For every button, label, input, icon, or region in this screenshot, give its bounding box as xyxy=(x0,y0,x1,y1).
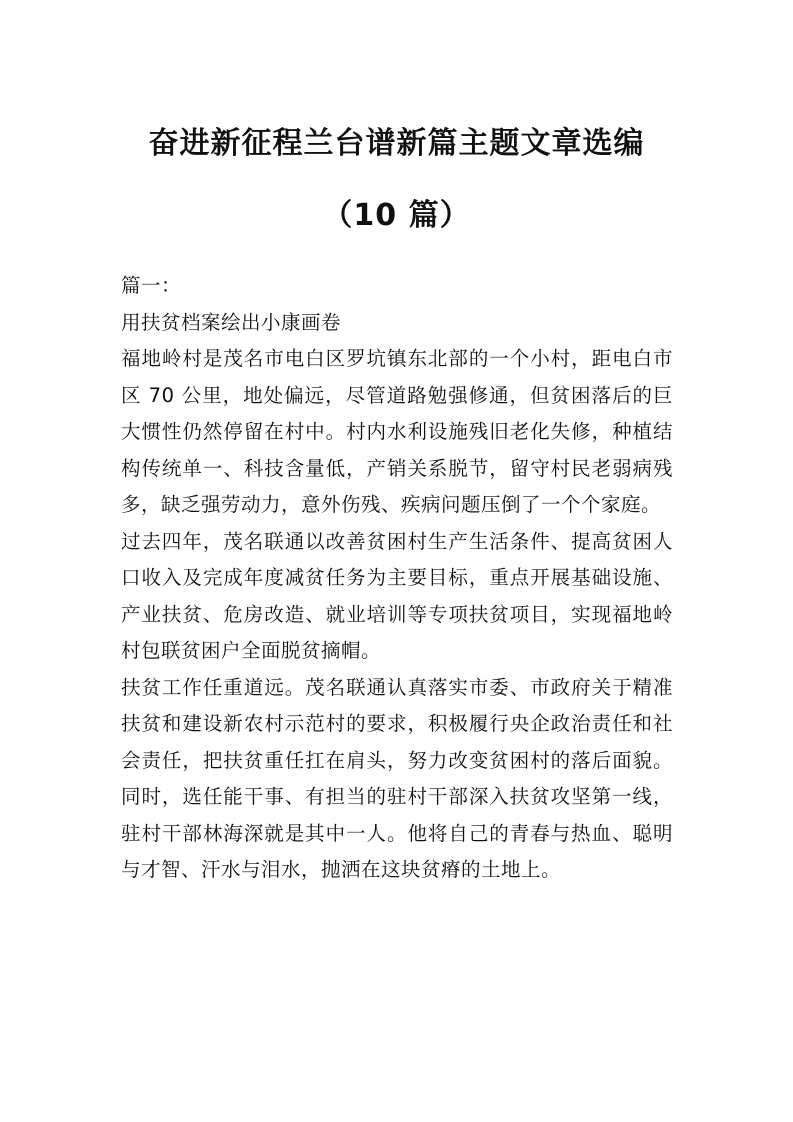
document-subtitle: （10 篇） xyxy=(322,198,471,233)
body-paragraph: 福地岭村是茂名市电白区罗坑镇东北部的一个小村，距电白市区 70 公里，地处偏远，尽管道路勉强修通，但贫困落后的巨大惯性仍然停留在村中。村内水利设施残旧老化失修，种植结构传统单一、科技含量低，产销关系脱节，留守村民老弱病残多，缺乏强劳动力，意外伤残、疾病问题压倒了一个个家庭。 xyxy=(121,347,673,516)
section-label: 篇一： xyxy=(121,274,182,297)
article-title: 用扶贫档案绘出小康画卷 xyxy=(121,310,342,334)
document-title: 奋进新征程兰台谱新篇主题文章选编 xyxy=(148,126,645,161)
body-paragraph: 过去四年，茂名联通以改善贫困村生产生活条件、提高贫困人口收入及完成年度减贫任务为主要目标，重点开展基础设施、产业扶贫、危房改造、就业培训等专项扶贫项目，实现福地岭村包联贫困户全面脱贫摘帽。 xyxy=(121,529,673,662)
body-paragraph: 扶贫工作任重道远。茂名联通认真落实市委、市政府关于精准扶贫和建设新农村示范村的要求，积极履行央企政治责任和社会责任，把扶贫重任扛在肩头，努力改变贫困村的落后面貌。同时，选任能干事、有担当的驻村干部深入扶贫攻坚第一线，驻村干部林海深就是其中一人。他将自己的青春与热血、聪明与才智、汗水与泪水，抛洒在这块贫瘠的土地上。 xyxy=(121,675,673,881)
document-body xyxy=(121,268,673,889)
